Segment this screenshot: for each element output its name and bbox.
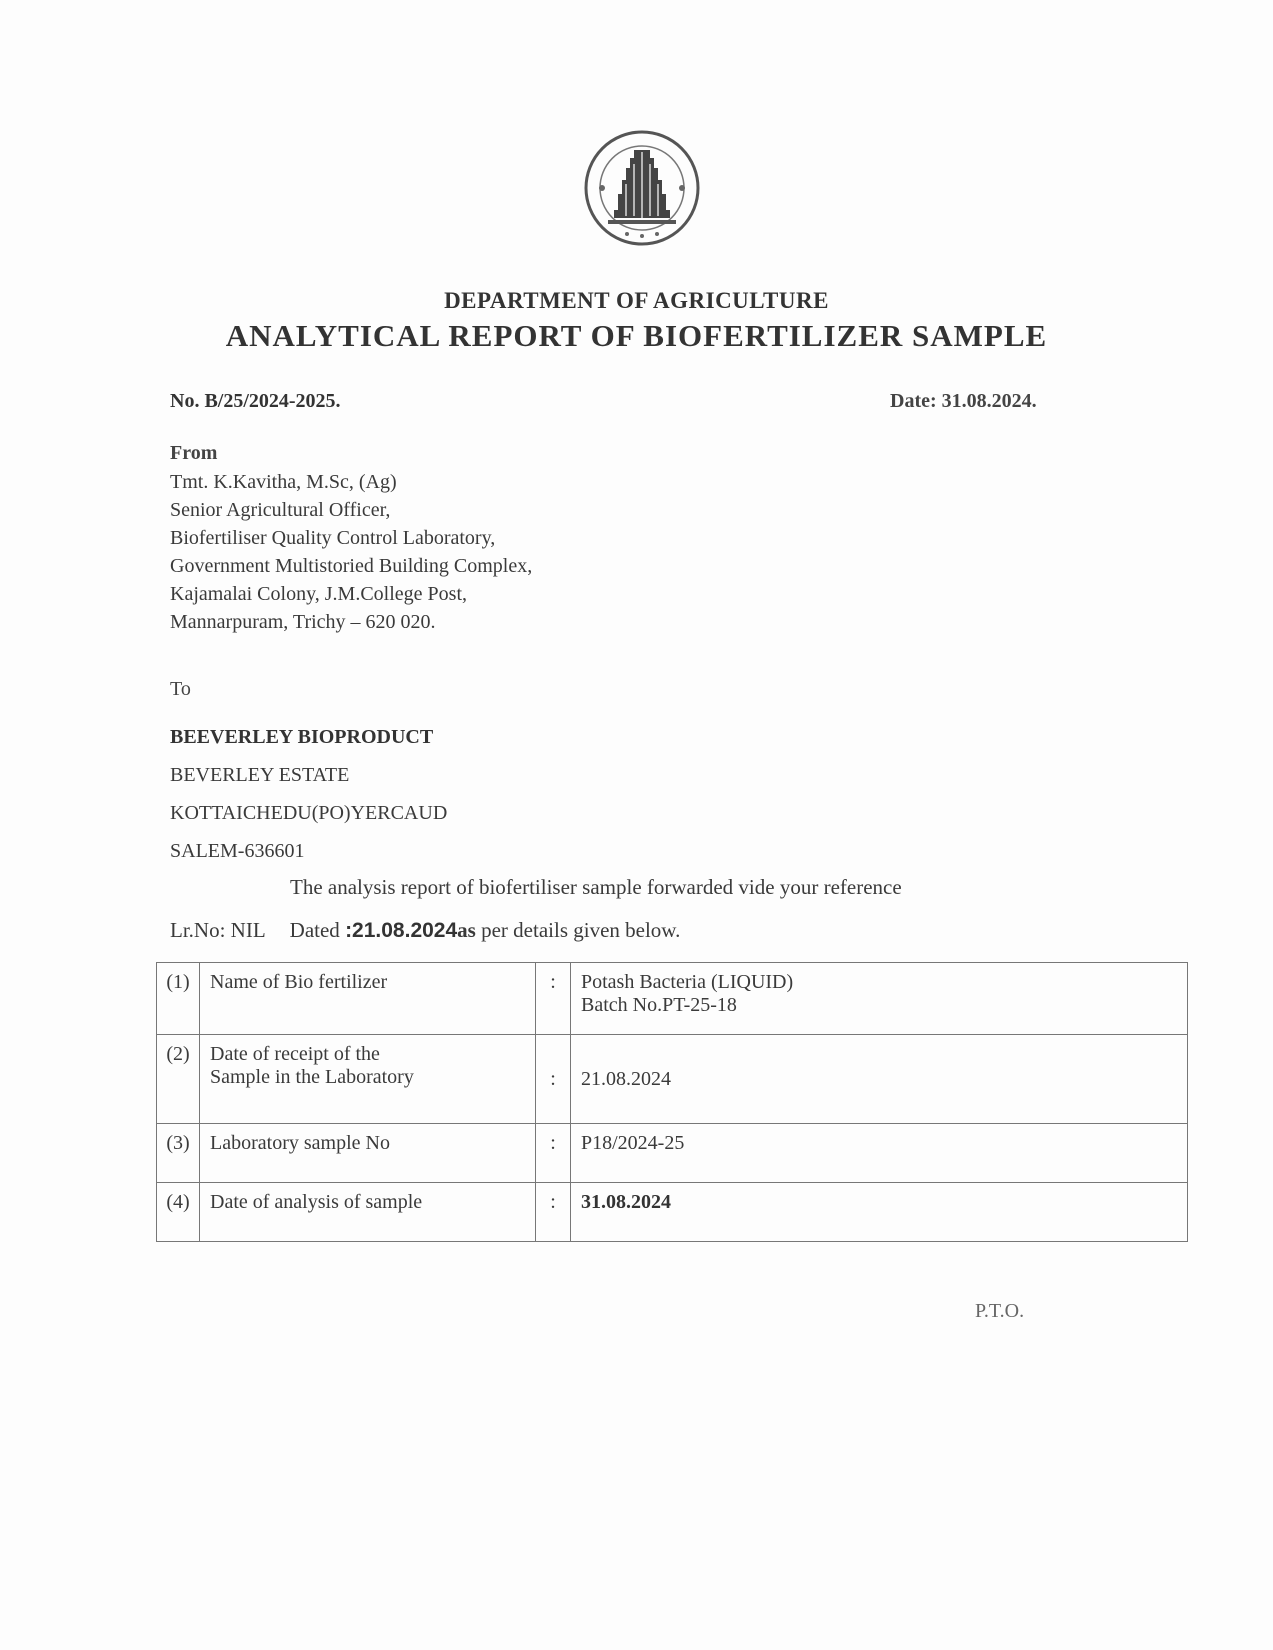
from-line: Biofertiliser Quality Control Laboratory, — [170, 527, 496, 549]
from-line: Tmt. K.Kavitha, M.Sc, (Ag) — [170, 471, 397, 493]
to-line: BEVERLEY ESTATE — [170, 764, 350, 786]
row-label — [200, 1035, 536, 1124]
letter-number: Lr.No: NIL — [170, 918, 266, 942]
sample-details-table — [156, 962, 1188, 1242]
report-title: ANALYTICAL REPORT OF BIOFERTILIZER SAMPLE — [225, 318, 1048, 353]
row-number: (2) — [157, 1035, 200, 1124]
row-label: Laboratory sample No — [200, 1124, 536, 1183]
row-value: 31.08.2024 — [571, 1183, 1188, 1242]
row-label: Name of Bio fertilizer — [200, 963, 536, 1035]
from-address — [170, 468, 532, 636]
from-line: Kajamalai Colony, J.M.College Post, — [170, 583, 468, 605]
batch-number: Batch No.PT-25-18 — [581, 994, 737, 1016]
to-label: To — [170, 678, 191, 700]
table-row — [157, 1124, 1188, 1183]
row-colon: : — [536, 1124, 571, 1183]
row-label-line: Sample in the Laboratory — [210, 1066, 414, 1088]
to-line: KOTTAICHEDU(PO)YERCAUD — [170, 802, 448, 824]
dated-suffix-bold: as — [457, 918, 476, 942]
to-line: SALEM-636601 — [170, 840, 305, 862]
row-colon: : — [536, 963, 571, 1035]
table-row — [157, 963, 1188, 1035]
from-line: Government Multistoried Building Complex, — [170, 555, 533, 577]
row-number: (1) — [157, 963, 200, 1035]
department-heading: DEPARTMENT OF AGRICULTURE — [444, 288, 829, 313]
row-colon: : — [536, 1183, 571, 1242]
intro-text: The analysis report of biofertiliser sample forwarded vide your reference — [290, 875, 902, 899]
to-address — [170, 718, 447, 870]
row-number: (3) — [157, 1124, 200, 1183]
row-value — [571, 963, 1188, 1035]
row-value: P18/2024-25 — [571, 1124, 1188, 1183]
row-number: (4) — [157, 1183, 200, 1242]
table-row — [157, 1035, 1188, 1124]
reference-number: No. B/25/2024-2025. — [170, 390, 341, 412]
recipient-organization: BEEVERLEY BIOPRODUCT — [170, 726, 434, 748]
dated-value: :21.08.2024 — [345, 919, 458, 942]
row-value: 21.08.2024 — [571, 1035, 1188, 1124]
reference-date: Date: 31.08.2024. — [890, 390, 1037, 412]
row-label: Date of analysis of sample — [200, 1183, 536, 1242]
dated-prefix: Dated — [289, 918, 346, 942]
fertilizer-name: Potash Bacteria (LIQUID) — [581, 971, 794, 993]
state-emblem-icon — [582, 128, 702, 248]
from-line: Senior Agricultural Officer, — [170, 499, 391, 521]
letter-reference-line — [170, 918, 680, 943]
from-label: From — [170, 442, 218, 464]
row-label-line: Date of receipt of the — [210, 1043, 380, 1065]
row-colon: : — [536, 1035, 571, 1124]
dated-suffix: per details given below. — [475, 918, 681, 942]
pto-note: P.T.O. — [975, 1300, 1025, 1322]
from-line: Mannarpuram, Trichy – 620 020. — [170, 611, 436, 633]
table-row — [157, 1183, 1188, 1242]
